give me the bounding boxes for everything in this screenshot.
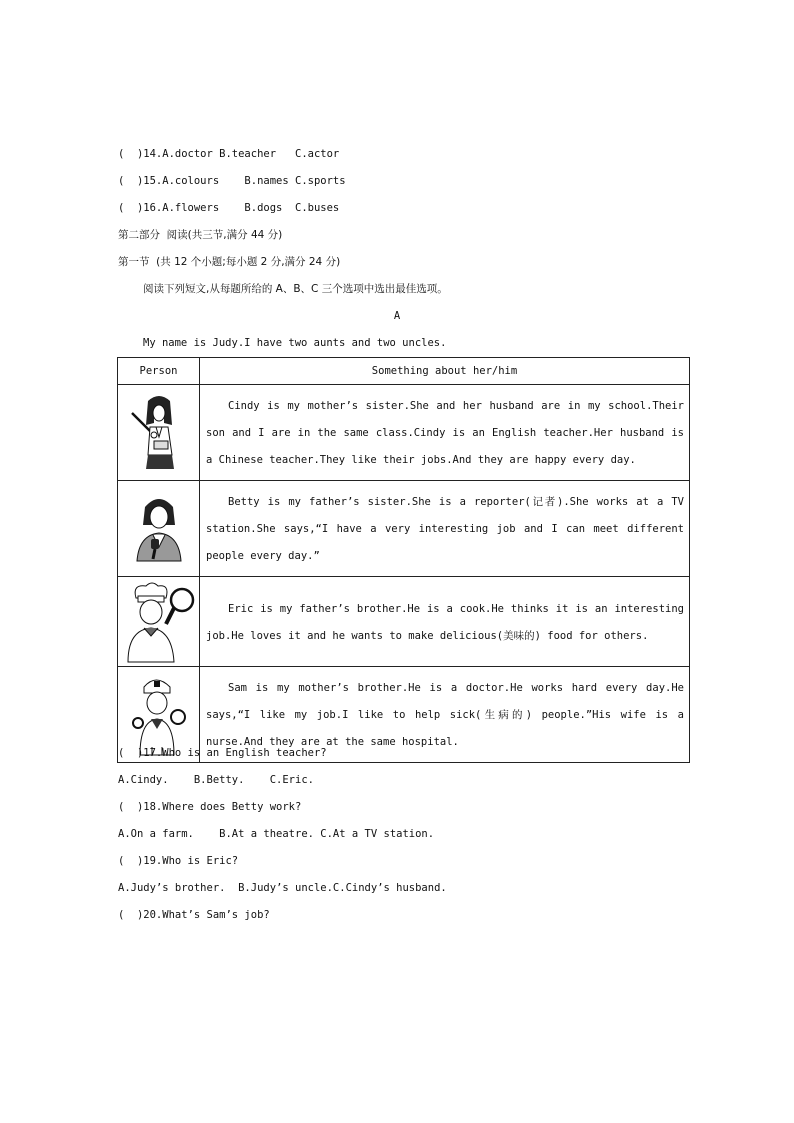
- question-16: ( )16.A.flowers B.dogs C.buses: [118, 202, 340, 214]
- row-text: Eric is my father’s brother.He is a cook.He thinks it is an interesting job.He loves it and he wants to make delicious(美味的) food for others.: [200, 577, 690, 667]
- table-row: [118, 385, 690, 481]
- question-18: ( )18.Where does Betty work?: [118, 801, 302, 813]
- passage-intro: My name is Judy.I have two aunts and two uncles.: [143, 337, 447, 349]
- part-title: 第二部分 阅读(共三节,满分 44 分): [118, 229, 283, 241]
- question-15: ( )15.A.colours B.names C.sports: [118, 175, 346, 187]
- question-17-options: A.Cindy. B.Betty. C.Eric.: [118, 774, 314, 786]
- row-text: Cindy is my mother’s sister.She and her husband are in my school.Their son and I are in the same class.Cindy is an English teacher.Her husband is a Chinese teacher.They like their jobs.And they are happy every day.: [200, 385, 690, 481]
- table-row: [118, 481, 690, 577]
- row-text: Sam is my mother’s brother.He is a doctor.He works hard every day.He says,“I like my job.I like to help sick(生病的) people.”His wife is a nurse.And they are at the same hospital.: [200, 667, 690, 763]
- question-14: ( )14.A.doctor B.teacher C.actor: [118, 148, 340, 160]
- table-row: [118, 577, 690, 667]
- teacher-pointer-icon: [118, 385, 200, 481]
- header-about: Something about her/him: [200, 358, 690, 385]
- question-18-options: A.On a farm. B.At a theatre. C.At a TV station.: [118, 828, 435, 840]
- section-title: 第一节 (共 12 个小题;每小题 2 分,满分 24 分): [118, 256, 341, 268]
- row-text: Betty is my father’s sister.She is a reporter(记者).She works at a TV station.She says,“I have a very interesting job and I can meet different people every day.”: [200, 481, 690, 577]
- reporter-microphone-icon: [118, 481, 200, 577]
- question-20: ( )20.What’s Sam’s job?: [118, 909, 270, 921]
- question-19: ( )19.Who is Eric?: [118, 855, 239, 867]
- instruction: 阅读下列短文,从每题所给的 A、B、C 三个选项中选出最佳选项。: [143, 283, 448, 295]
- question-19-options: A.Judy’s brother. B.Judy’s uncle.C.Cindy’s husband.: [118, 882, 447, 894]
- chef-pan-icon: [118, 577, 200, 667]
- table-header-row: [118, 358, 690, 385]
- info-table: [117, 357, 690, 763]
- question-17: ( )17.Who is an English teacher?: [118, 747, 327, 759]
- header-person: Person: [118, 358, 200, 385]
- passage-letter: A: [393, 310, 401, 322]
